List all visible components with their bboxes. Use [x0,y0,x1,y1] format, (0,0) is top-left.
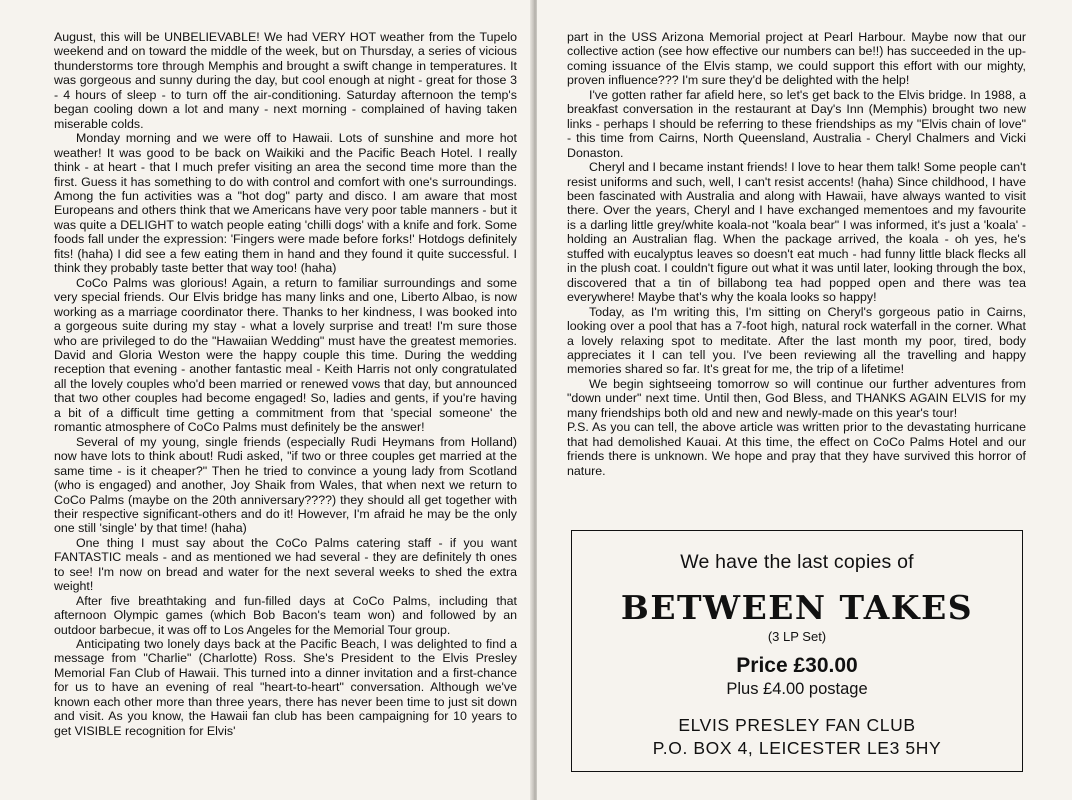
advert-subtitle: (3 LP Set) [767,629,827,644]
right-page-text [567,30,1026,478]
paragraph: One thing I must say about the CoCo Palms catering staff - if you want FANTASTIC meals - and as mentioned we had several - they are definitely th ones to see! I'm now on bread and water for the next several weeks to shed the extra weight! [54,535,517,594]
between-takes-advert [571,530,1023,772]
paragraph: August, this will be UNBELIEVABLE! We had VERY HOT weather from the Tupelo weekend and on toward the middle of the week, but on Thursday, a series of vicious thunderstorms tore through Memphis and brought a swift change in temperatures. It was gorgeous and sunny during the day, but cool enough at night - great for those 3 - 4 hours of sleep - to turn off the air-conditioning. Saturday afternoon the temp's began cooling down a lot and many - next morning - complained of having taken miserable colds. [54,30,517,131]
paragraph: Today, as I'm writing this, I'm sitting on Cheryl's gorgeous patio in Cairns, looking over a pool that has a 7-foot high, natural rock waterfall in the corner. What a lovely relaxing spot to meditate. After the last month my poor, tired, body appreciates it I can tell you. I've been reviewing all the travelling and happy memories shared so far. It's great for me, the trip of a lifetime! [567,304,1026,377]
paragraph: Anticipating two lonely days back at the Pacific Beach, I was delighted to find a message from "Charlie" (Charlotte) Ross. She's President to the Elvis Presley Memorial Fan Club of Hawaii. This turned into a dinner invitation and a first-chance for us to have an evening of real "heart-to-heart" conversation. Although we've known each other more than three years, there has never been time to just sit down and visit. As you know, the Hawaii fan club has been campaigning for 10 years to get VISIBLE recognition for Elvis' [54,637,517,738]
paragraph: We begin sightseeing tomorrow so will continue our further adventures from "down under" next time. Until then, God Bless, and THANKS AGAIN ELVIS for my many friendships both old and new and newly-made on this year's tour! [567,376,1026,420]
advert-postage: Plus £4.00 postage [726,680,868,698]
paragraph: Cheryl and I became instant friends! I love to hear them talk! Some people can't resist uniforms and such, well, I can't resist accents! (haha) Since childhood, I have been fascinated with Australia and along with Hawaii, have always wanted to visit there. Over the years, Cheryl and I have exchanged mementoes and my favourite is a darling little grey/white koala-not "koala bear" I was informed, it's just a 'koala' - holding an Australian flag. When the package arrived, the koala - oh yes, he's stuffed with eucalyptus leaves so doesn't eat much - had funny little black flecks all in the plush coat. I couldn't figure out what it was until later, looking through the box, discovered that a tin of billabong tea had popped open and there was tea everywhere! Maybe that's why the koala looks so happy! [567,160,1026,305]
paragraph: Monday morning and we were off to Hawaii. Lots of sunshine and more hot weather! It was good to be back on Waikiki and the Pacific Beach Hotel. I really think - at heart - that I much prefer visiting an area the second time more than the first. Guess it has something to do with control and comfort with one's surroundings. Among the fun activities was a "hot dog" party and disco. I am aware that most Europeans and others think that we Americans have very poor table manners - but it was quite a DELIGHT to watch people eating 'chilli dogs' with a knife and fork. Some foods fall under the expression: 'Fingers were made before forks!' Hotdogs definitely fits! (haha) I did see a few eating them in hand and they found it quite successful. I think they probably taste better that way too! (haha) [54,131,517,276]
right-page [537,0,1072,800]
paragraph: I've gotten rather far afield here, so let's get back to the Elvis bridge. In 1988, a breakfast conversation in the restaurant at Day's Inn (Memphis) brought two new links - perhaps I should be referring to these friendships as my "Elvis chain of love" - this time from Cairns, North Queensland, Australia - Cheryl Chalmers and Vicki Donaston. [567,87,1026,160]
paragraph: CoCo Palms was glorious! Again, a return to familiar surroundings and some very special friends. Our Elvis bridge has many links and one, Liberto Albao, is now working as a marriage coordinator there. Thanks to her kindness, I was booked into a gorgeous suite during my stay - what a lovely surprise and treat! I'm sure those who are privileged to do the "Hawaiian Wedding" must have the greatest memories. David and Gloria Weston were the happy couple this time. During the wedding reception that evening - another fantastic meal - Keith Harris not only congratulated all the lovely couples who'd been married or renewed vows that day, but announced that two other couples had become engaged! So, ladies and gents, if you're having a bit of a difficult time getting a commitment from that 'special someone' the romantic atmosphere of CoCo Palms must definitely be the answer! [54,275,517,435]
postscript: P.S. As you can tell, the above article was written prior to the devastating hurricane that had demolished Kauai. At this time, the effect on CoCo Palms Hotel and our friends there is unknown. We hope and pray that they have survived this horror of nature. [567,420,1026,478]
left-page [0,0,533,800]
paragraph: After five breathtaking and fun-filled days at CoCo Palms, including that afternoon Olympic games (which Bob Bacon's team won) and followed by an outdoor barbecue, it was off to Los Angeles for the Memorial Tour group. [54,593,517,637]
paragraph: Several of my young, single friends (especially Rudi Heymans from Holland) now have lots to think about! Rudi asked, "if two or three couples get married at the same time - is it cheaper?" Then he tried to convince a young lady from Scotland (who is engaged) and another, Joy Shaik from Wales, that when next we return to CoCo Palms (maybe on the 20th anniversary????) they should all get together with their respective significant-others and do it! However, I'm afraid he may be the only one still 'single' by that time! (haha) [54,434,517,536]
left-page-text [54,30,517,738]
advert-club-name: ELVIS PRESLEY FAN CLUB [678,715,916,735]
paragraph: part in the USS Arizona Memorial project at Pearl Harbour. Maybe now that our collective action (see how effective our numbers can be!!) has succeeded in the up-coming issuance of the Elvis stamp, we could support this effort with our mighty, proven influence??? I'm sure they'd be delighted with the help! [567,30,1026,88]
advert-title: BETWEEN TAKES [620,588,974,627]
advert-address: P.O. BOX 4, LEICESTER LE3 5HY [652,738,942,758]
advert-headline: We have the last copies of [680,551,914,573]
advert-price: Price £30.00 [736,654,858,677]
